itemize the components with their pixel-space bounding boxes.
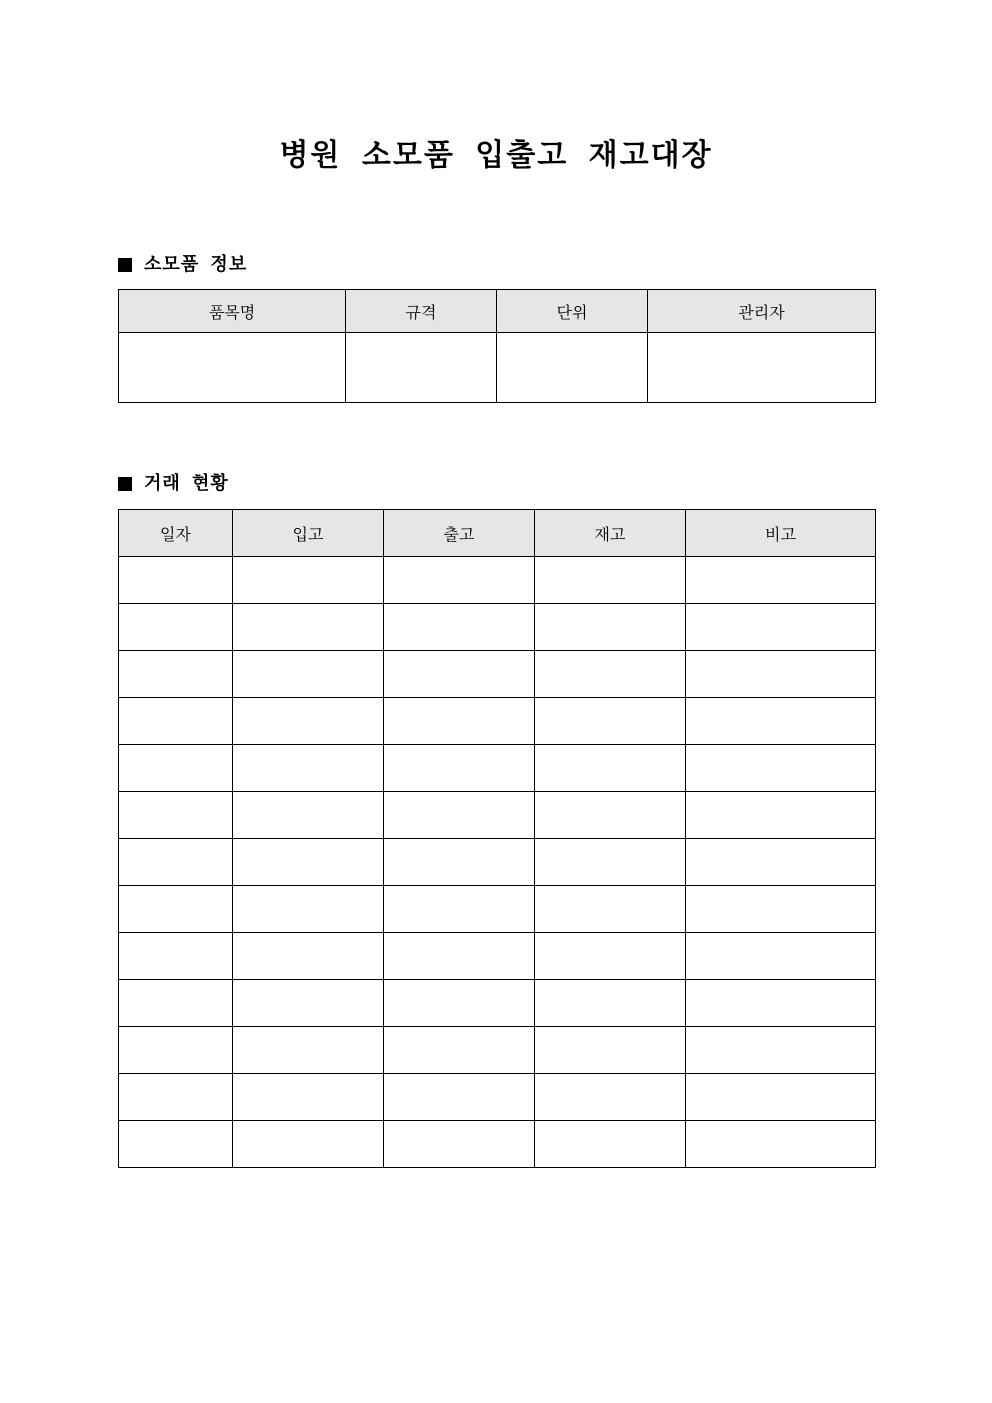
remarks-cell[interactable] (686, 839, 876, 886)
table-row (119, 886, 876, 933)
square-bullet-icon (118, 258, 132, 272)
outgoing-cell[interactable] (384, 839, 535, 886)
table-row (119, 1121, 876, 1168)
stock-cell[interactable] (535, 933, 686, 980)
table-row (119, 651, 876, 698)
remarks-cell[interactable] (686, 1074, 876, 1121)
table-row (119, 839, 876, 886)
outgoing-cell[interactable] (384, 651, 535, 698)
column-header-outgoing: 출고 (384, 510, 535, 557)
remarks-cell[interactable] (686, 980, 876, 1027)
table-row (119, 1074, 876, 1121)
remarks-cell[interactable] (686, 1027, 876, 1074)
date-cell[interactable] (119, 1027, 233, 1074)
stock-cell[interactable] (535, 745, 686, 792)
stock-cell[interactable] (535, 1074, 686, 1121)
square-bullet-icon (118, 477, 132, 491)
column-header-incoming: 입고 (233, 510, 384, 557)
section-heading-transactions (118, 472, 229, 496)
column-header-item-name: 품목명 (119, 290, 346, 333)
incoming-cell[interactable] (233, 745, 384, 792)
remarks-cell[interactable] (686, 792, 876, 839)
date-cell[interactable] (119, 1074, 233, 1121)
date-cell[interactable] (119, 933, 233, 980)
table-row (119, 1027, 876, 1074)
table-header-row (119, 290, 876, 333)
date-cell[interactable] (119, 698, 233, 745)
remarks-cell[interactable] (686, 557, 876, 604)
remarks-cell[interactable] (686, 604, 876, 651)
remarks-cell[interactable] (686, 698, 876, 745)
outgoing-cell[interactable] (384, 1027, 535, 1074)
outgoing-cell[interactable] (384, 933, 535, 980)
outgoing-cell[interactable] (384, 557, 535, 604)
date-cell[interactable] (119, 651, 233, 698)
remarks-cell[interactable] (686, 886, 876, 933)
table-row (119, 604, 876, 651)
date-cell[interactable] (119, 886, 233, 933)
date-cell[interactable] (119, 980, 233, 1027)
section-heading-item-info (118, 253, 247, 277)
table-row (119, 745, 876, 792)
item-info-table (118, 289, 876, 403)
outgoing-cell[interactable] (384, 698, 535, 745)
column-header-stock: 재고 (535, 510, 686, 557)
incoming-cell[interactable] (233, 792, 384, 839)
column-header-manager: 관리자 (648, 290, 876, 333)
remarks-cell[interactable] (686, 1121, 876, 1168)
outgoing-cell[interactable] (384, 980, 535, 1027)
incoming-cell[interactable] (233, 980, 384, 1027)
incoming-cell[interactable] (233, 839, 384, 886)
section-heading-label: 소모품 정보 (144, 254, 248, 275)
stock-cell[interactable] (535, 1121, 686, 1168)
column-header-unit: 단위 (497, 290, 648, 333)
transactions-table (118, 509, 876, 1168)
incoming-cell[interactable] (233, 604, 384, 651)
outgoing-cell[interactable] (384, 792, 535, 839)
spec-cell[interactable] (346, 333, 497, 403)
remarks-cell[interactable] (686, 933, 876, 980)
table-row (119, 557, 876, 604)
outgoing-cell[interactable] (384, 1121, 535, 1168)
stock-cell[interactable] (535, 792, 686, 839)
stock-cell[interactable] (535, 698, 686, 745)
table-row (119, 980, 876, 1027)
remarks-cell[interactable] (686, 745, 876, 792)
table-row (119, 333, 876, 403)
outgoing-cell[interactable] (384, 886, 535, 933)
table-header-row (119, 510, 876, 557)
date-cell[interactable] (119, 792, 233, 839)
stock-cell[interactable] (535, 604, 686, 651)
remarks-cell[interactable] (686, 651, 876, 698)
incoming-cell[interactable] (233, 557, 384, 604)
manager-cell[interactable] (648, 333, 876, 403)
unit-cell[interactable] (497, 333, 648, 403)
incoming-cell[interactable] (233, 886, 384, 933)
date-cell[interactable] (119, 745, 233, 792)
incoming-cell[interactable] (233, 933, 384, 980)
section-heading-label: 거래 현황 (144, 473, 229, 494)
stock-cell[interactable] (535, 839, 686, 886)
incoming-cell[interactable] (233, 651, 384, 698)
stock-cell[interactable] (535, 557, 686, 604)
table-row (119, 792, 876, 839)
incoming-cell[interactable] (233, 1074, 384, 1121)
page-title: 병원 소모품 입출고 재고대장 (279, 138, 713, 173)
stock-cell[interactable] (535, 886, 686, 933)
incoming-cell[interactable] (233, 698, 384, 745)
date-cell[interactable] (119, 557, 233, 604)
stock-cell[interactable] (535, 980, 686, 1027)
table-row (119, 933, 876, 980)
outgoing-cell[interactable] (384, 1074, 535, 1121)
date-cell[interactable] (119, 1121, 233, 1168)
incoming-cell[interactable] (233, 1027, 384, 1074)
date-cell[interactable] (119, 604, 233, 651)
outgoing-cell[interactable] (384, 604, 535, 651)
column-header-date: 일자 (119, 510, 233, 557)
column-header-spec: 규격 (346, 290, 497, 333)
column-header-remarks: 비고 (686, 510, 876, 557)
item-name-cell[interactable] (119, 333, 346, 403)
incoming-cell[interactable] (233, 1121, 384, 1168)
table-row (119, 698, 876, 745)
outgoing-cell[interactable] (384, 745, 535, 792)
stock-cell[interactable] (535, 1027, 686, 1074)
date-cell[interactable] (119, 839, 233, 886)
stock-cell[interactable] (535, 651, 686, 698)
